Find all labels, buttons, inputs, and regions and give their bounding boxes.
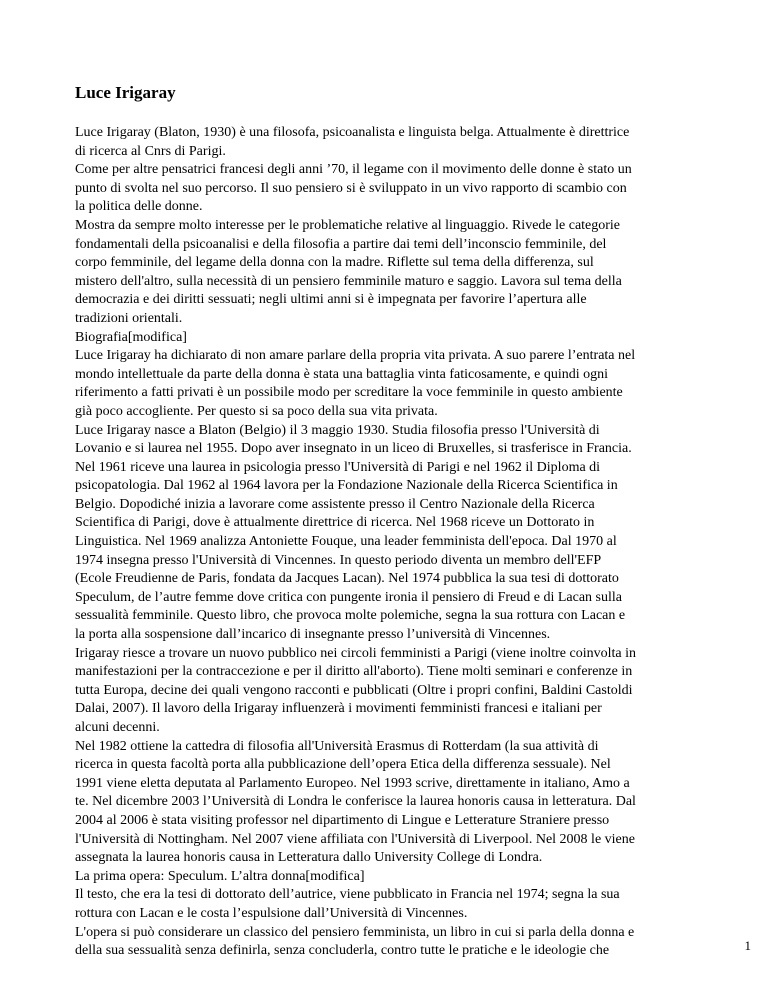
text-line: te. Nel dicembre 2003 l’Università di Londra le conferisce la laurea honoris causa in letteratura. Dal (75, 794, 636, 810)
text-line: democrazia e dei diritti sessuati; negli ultimi anni si è impegnata per favorire l’apertura alle (75, 292, 587, 308)
text-line: rottura con Lacan e le costa l’espulsione dall’Università di Vincennes. (75, 905, 468, 921)
text-line: Belgio. Dopodiché inizia a lavorare come assistente presso il Centro Nazionale della Ricerca (75, 496, 595, 512)
text-line: mondo intellettuale da parte della donna è stata una battaglia vinta faticosamente, e quindi ogni (75, 366, 608, 382)
text-line: mistero dell'altro, sulla necessità di un pensiero femminile maturo e saggio. Lavora sul tema della (75, 273, 622, 289)
text-line: la politica delle donne. (75, 199, 203, 215)
text-line: manifestazioni per la contraccezione e per il diritto all'aborto). Tiene molti seminari e conferenze in (75, 664, 633, 680)
page-number: 1 (744, 938, 751, 953)
text-line: riferimento a fatti privati è un possibile modo per screditare la voce femminile in questo ambiente (75, 385, 623, 401)
text-line: Luce Irigaray nasce a Blaton (Belgio) il 3 maggio 1930. Studia filosofia presso l'Università di (75, 422, 600, 438)
text-line: 1991 viene eletta deputata al Parlamento Europeo. Nel 1993 scrive, direttamente in italiano, Amo a (75, 775, 630, 791)
text-line: Luce Irigaray ha dichiarato di non amare parlare della propria vita privata. A suo parere l’entrata nel (75, 348, 636, 364)
text-line: assegnata la laurea honoris causa in Letteratura dallo University College di Londra. (75, 850, 543, 866)
text-line: Linguistica. Nel 1969 analizza Antoniette Fouque, una leader femminista dell'epoca. Dal 1970 al (75, 534, 617, 550)
text-line: Irigaray riesce a trovare un nuovo pubblico nei circoli femministi a Parigi (viene inoltre coinvolta in (75, 645, 636, 661)
text-line: Luce Irigaray (Blaton, 1930) è una filosofa, psicoanalista e linguista belga. Attualmente è direttrice (75, 125, 630, 140)
text-line: fondamentali della psicoanalisi e della filosofia a partire dai temi dell’inconscio femminile, del (75, 236, 607, 252)
text-line: di ricerca al Cnrs di Parigi. (75, 143, 226, 159)
text-line: della sua sessualità senza definirla, senza concluderla, contro tutte le pratiche e le ideologie che (75, 943, 610, 959)
text-line: alcuni decenni. (75, 720, 160, 735)
text-line: già poco accogliente. Per questo si sa poco della sua vita privata. (75, 403, 438, 419)
text-line: Come per altre pensatrici francesi degli anni ’70, il legame con il movimento delle donne è stato un (75, 162, 632, 178)
text-line: L'opera si può considerare un classico del pensiero femminista, un libro in cui si parla della donna e (75, 924, 635, 940)
text-line: 1974 insegna presso l'Università di Vincennes. In questo periodo diventa un membro dell'EFP (75, 552, 602, 568)
document-page (75, 82, 700, 961)
text-line: l'Università di Nottingham. Nel 2007 viene affiliata con l'Università di Liverpool. Nel 2008 le viene (75, 831, 635, 847)
text-line: corpo femminile, del legame della donna con la madre. Riflette sul tema della differenza, sul (75, 255, 594, 271)
text-line: Lovanio e si laurea nel 1955. Dopo aver insegnato in un liceo di Bruxelles, si trasferisce in Francia. (75, 441, 632, 457)
text-line: tradizioni orientali. (75, 310, 183, 326)
text-line: psicopatologia. Dal 1962 al 1964 lavora per la Fondazione Nazionale della Ricerca Scientifica in (75, 478, 618, 494)
document-title: Luce Irigaray (75, 83, 176, 102)
text-line: (Ecole Freudienne de Paris, fondata da Jacques Lacan). Nel 1974 pubblica la sua tesi di dottorato (75, 571, 619, 587)
text-line: Nel 1982 ottiene la cattedra di filosofia all'Università Erasmus di Rotterdam (la sua attività di (75, 738, 599, 754)
text-line: Mostra da sempre molto interesse per le problematiche relative al linguaggio. Rivede le categorie (75, 217, 621, 233)
text-line: Nel 1961 riceve una laurea in psicologia presso l'Università di Parigi e nel 1962 il Diploma di (75, 459, 601, 475)
text-line: Speculum, de l’autre femme dove critica con pungente ironia il pensiero di Freud e di Lacan sulla (75, 589, 622, 605)
text-line: la porta alla sospensione dall’incarico di insegnante presso l’università di Vincennes. (75, 627, 551, 643)
text-line: Dalai, 2007). Il lavoro della Irigaray influenzerà i movimenti femministi francesi e italiani per (75, 701, 602, 717)
text-line: Biografia[modifica] (75, 329, 187, 345)
text-line: ricerca in questa facoltà porta alla pubblicazione dell’opera Etica della differenza sessuale). Nel (75, 757, 611, 773)
text-line: punto di svolta nel suo percorso. Il suo pensiero si è sviluppato in un vivo rapporto di scambio con (75, 180, 627, 196)
text-line: sessualità femminile. Questo libro, che provoca molte polemiche, segna la sua rottura con Lacan e (75, 608, 626, 624)
text-line: Il testo, che era la tesi di dottorato dell’autrice, viene pubblicato in Francia nel 1974; segna la sua (75, 887, 620, 903)
text-line: 2004 al 2006 è stata visiting professor nel dipartimento di Lingue e Letterature Straniere presso (75, 812, 610, 828)
text-line: tutta Europa, decine dei quali vengono racconti e pubblicati (Oltre i propri confini, Baldini Castoldi (75, 682, 633, 698)
text-line: La prima opera: Speculum. L’altra donna[modifica] (75, 868, 365, 884)
text-line: Scientifica di Parigi, dove è attualmente direttrice di ricerca. Nel 1968 riceve un Dottorato in (75, 515, 595, 531)
document-body (75, 124, 700, 961)
